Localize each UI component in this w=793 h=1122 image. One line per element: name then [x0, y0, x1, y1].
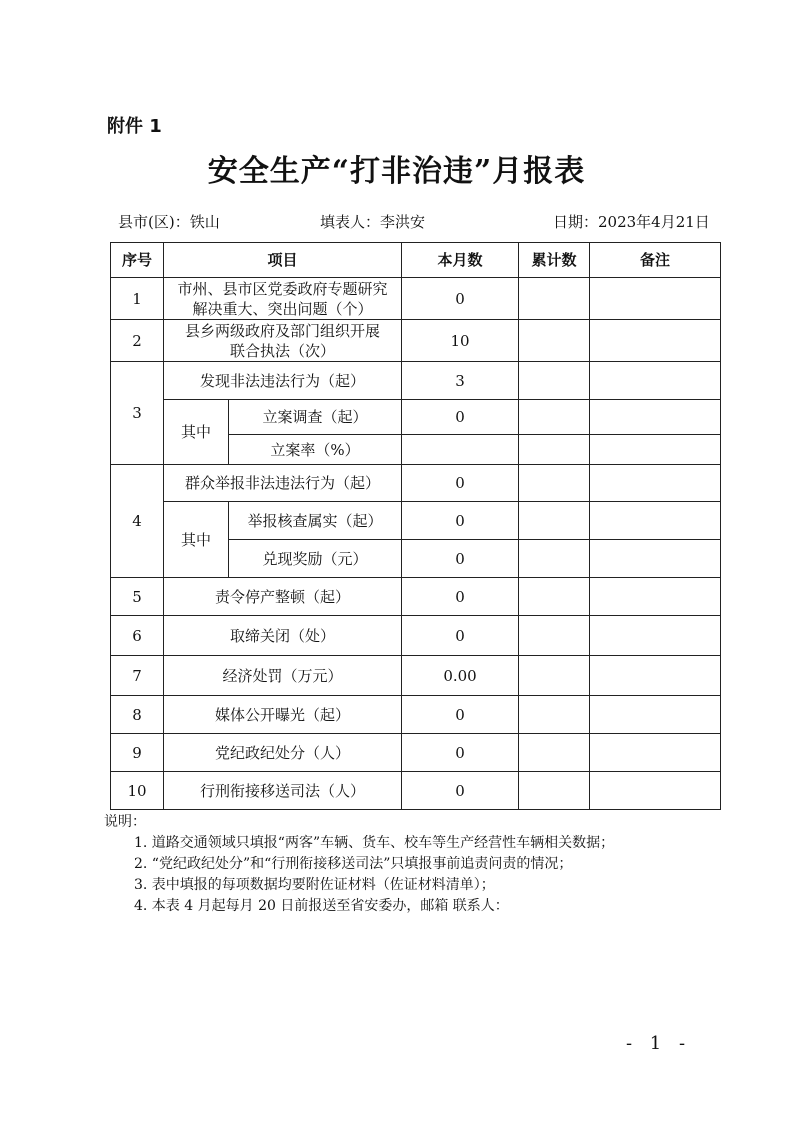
total-cell — [519, 320, 590, 362]
table-row — [111, 616, 721, 656]
row-item: 党纪政纪处分（人） — [164, 734, 402, 772]
note-item: 1. 道路交通领域只填报“两客”车辆、货车、校车等生产经营性车辆相关数据； — [134, 835, 615, 851]
row-item — [164, 278, 402, 320]
month-value: 3 — [402, 362, 519, 400]
table-row — [111, 696, 721, 734]
table-row — [111, 656, 721, 696]
row-item: 媒体公开曝光（起） — [164, 696, 402, 734]
total-cell — [519, 578, 590, 616]
total-cell — [519, 734, 590, 772]
total-cell — [519, 400, 590, 435]
row-seq: 8 — [111, 696, 164, 734]
total-cell — [519, 772, 590, 810]
table-row — [111, 772, 721, 810]
remark-cell — [590, 435, 721, 465]
row-seq: 7 — [111, 656, 164, 696]
row-seq: 3 — [111, 362, 164, 465]
date-field: 日期：2023年4月21日 — [553, 213, 710, 231]
row-seq: 1 — [111, 278, 164, 320]
total-cell — [519, 465, 590, 502]
row-item: 责令停产整顿（起） — [164, 578, 402, 616]
note-item: 4. 本表 4 月起每月 20 日前报送至省安委办，邮箱 联系人： — [134, 898, 509, 914]
remark-cell — [590, 616, 721, 656]
header-month: 本月数 — [402, 243, 519, 278]
remark-cell — [590, 656, 721, 696]
remark-cell — [590, 696, 721, 734]
remark-cell — [590, 734, 721, 772]
row-item-line: 市州、县市区党委政府专题研究 — [177, 279, 388, 298]
month-value: 10 — [402, 320, 519, 362]
note-item: 2. “党纪政纪处分”和“行刑衔接移送司法”只填报事前追责问责的情况； — [134, 856, 573, 872]
month-value: 0 — [402, 465, 519, 502]
month-value: 0 — [402, 278, 519, 320]
month-value: 0 — [402, 616, 519, 656]
month-value: 0 — [402, 696, 519, 734]
header-total: 累计数 — [519, 243, 590, 278]
sub-item: 兑现奖励（元） — [229, 540, 402, 578]
row-item: 取缔关闭（处） — [164, 616, 402, 656]
remark-cell — [590, 502, 721, 540]
table-row — [111, 465, 721, 502]
report-table — [110, 242, 721, 810]
row-item-line: 县乡两级政府及部门组织开展 — [185, 321, 381, 340]
remark-cell — [590, 400, 721, 435]
table-row — [111, 400, 721, 435]
month-value: 0 — [402, 772, 519, 810]
remark-cell — [590, 465, 721, 502]
header-item: 项目 — [164, 243, 402, 278]
remark-cell — [590, 578, 721, 616]
row-item-line: 解决重大、突出问题（个） — [192, 299, 373, 318]
total-cell — [519, 502, 590, 540]
row-item: 发现非法违法行为（起） — [164, 362, 402, 400]
row-seq: 2 — [111, 320, 164, 362]
header-remark: 备注 — [590, 243, 721, 278]
header-seq: 序号 — [111, 243, 164, 278]
row-item: 经济处罚（万元） — [164, 656, 402, 696]
month-value — [402, 435, 519, 465]
total-cell — [519, 362, 590, 400]
table-row — [111, 578, 721, 616]
table-row — [111, 734, 721, 772]
month-value: 0 — [402, 540, 519, 578]
month-value: 0.00 — [402, 656, 519, 696]
table-row — [111, 362, 721, 400]
total-cell — [519, 616, 590, 656]
table-row — [111, 320, 721, 362]
row-seq: 10 — [111, 772, 164, 810]
report-title: 安全生产“打非治违”月报表 — [207, 154, 586, 189]
note-item: 3. 表中填报的每项数据均要附佐证材料（佐证材料清单）； — [134, 877, 495, 893]
total-cell — [519, 435, 590, 465]
row-item — [164, 320, 402, 362]
attachment-label: 附件 1 — [107, 116, 162, 137]
remark-cell — [590, 320, 721, 362]
row-item-line: 联合执法（次） — [230, 341, 336, 360]
total-cell — [519, 656, 590, 696]
sub-item: 举报核查属实（起） — [229, 502, 402, 540]
sub-item: 立案率（%） — [229, 435, 402, 465]
row-seq: 5 — [111, 578, 164, 616]
remark-cell — [590, 540, 721, 578]
row-item: 行刑衔接移送司法（人） — [164, 772, 402, 810]
row-item: 群众举报非法违法行为（起） — [164, 465, 402, 502]
table-row — [111, 502, 721, 540]
month-value: 0 — [402, 578, 519, 616]
sub-label: 其中 — [164, 400, 229, 465]
month-value: 0 — [402, 502, 519, 540]
county-field: 县市(区)：铁山 — [118, 213, 220, 231]
sub-label: 其中 — [164, 502, 229, 578]
remark-cell — [590, 772, 721, 810]
total-cell — [519, 278, 590, 320]
page-number: - 1 - — [626, 1033, 692, 1054]
month-value: 0 — [402, 400, 519, 435]
total-cell — [519, 696, 590, 734]
notes-label: 说明： — [104, 814, 146, 830]
filler-field: 填表人：李洪安 — [320, 213, 426, 231]
table-row — [111, 278, 721, 320]
row-seq: 4 — [111, 465, 164, 578]
row-seq: 6 — [111, 616, 164, 656]
total-cell — [519, 540, 590, 578]
row-seq: 9 — [111, 734, 164, 772]
remark-cell — [590, 278, 721, 320]
table-header-row — [111, 243, 721, 278]
remark-cell — [590, 362, 721, 400]
month-value: 0 — [402, 734, 519, 772]
sub-item: 立案调查（起） — [229, 400, 402, 435]
